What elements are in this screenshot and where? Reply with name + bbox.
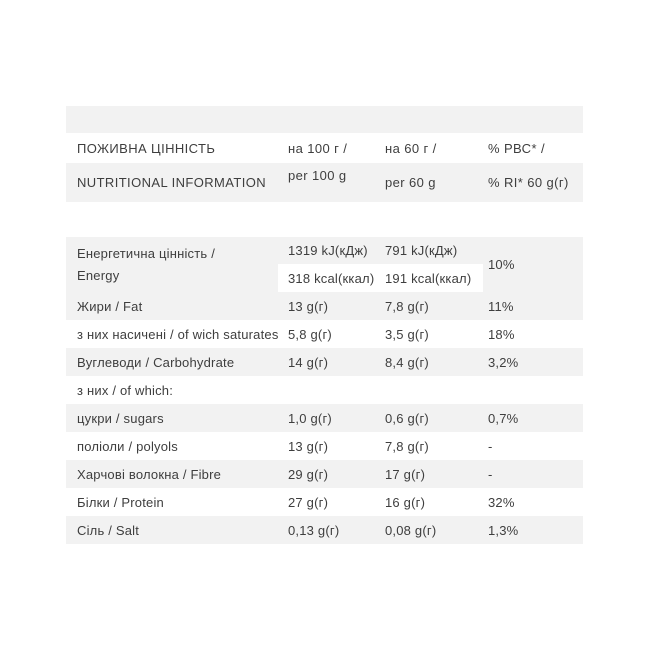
header-row-en bbox=[66, 163, 583, 202]
value-per-60g: 7,8 g(г) bbox=[385, 298, 429, 314]
header-per100-ua: на 100 г / bbox=[288, 140, 348, 156]
table-row bbox=[66, 488, 583, 516]
row-label bbox=[66, 243, 288, 287]
row-label: Вуглеводи / Carbohydrate bbox=[77, 354, 235, 370]
row-label: Білки / Protein bbox=[77, 494, 164, 510]
value-per-100g: 0,13 g(г) bbox=[288, 522, 340, 538]
energy-kj-line bbox=[288, 237, 488, 264]
table-row bbox=[66, 320, 583, 348]
value-per-60g: 8,4 g(г) bbox=[385, 354, 429, 370]
value-per-100g: 14 g(г) bbox=[288, 354, 329, 370]
table-row bbox=[66, 292, 583, 320]
value-per-100g: 13 g(г) bbox=[288, 438, 329, 454]
header-ri-ua: % РВС* / bbox=[488, 140, 545, 156]
value-ri: - bbox=[488, 438, 493, 454]
row-label-line1: Енергетична цінність / bbox=[77, 245, 216, 261]
value-per-100g: 13 g(г) bbox=[288, 298, 329, 314]
energy-kcal-line bbox=[288, 264, 488, 292]
table-row bbox=[66, 376, 583, 404]
value-ri: 18% bbox=[488, 326, 515, 342]
row-label: з них насичені / of wich saturates bbox=[77, 326, 279, 342]
header-title-en: NUTRITIONAL INFORMATION bbox=[77, 175, 267, 190]
value-per-60g: 16 g(г) bbox=[385, 494, 426, 510]
value-per-60g: 191 kcal(ккал) bbox=[385, 270, 472, 286]
value-per-60g: 7,8 g(г) bbox=[385, 438, 429, 454]
value-ri: 3,2% bbox=[488, 354, 519, 370]
header-per100-en: per 100 g bbox=[288, 168, 347, 183]
header-ri-en: % RI* 60 g(г) bbox=[488, 175, 569, 190]
table-row bbox=[66, 516, 583, 544]
header-per60-en: per 60 g bbox=[385, 175, 436, 190]
value-ri: 32% bbox=[488, 494, 515, 510]
value-per-100g: 5,8 g(г) bbox=[288, 326, 332, 342]
value-per-60g: 17 g(г) bbox=[385, 466, 426, 482]
header-title-ua: ПОЖИВНА ЦІННІСТЬ bbox=[77, 140, 216, 156]
value-ri: 10% bbox=[488, 257, 515, 272]
value-per-100g: 1,0 g(г) bbox=[288, 410, 332, 426]
table-row bbox=[66, 460, 583, 488]
row-label-line2: Energy bbox=[77, 267, 120, 283]
value-per-100g: 1319 kJ(кДж) bbox=[288, 243, 368, 258]
table-row bbox=[66, 348, 583, 376]
value-per-100g: 27 g(г) bbox=[288, 494, 329, 510]
header-row-ua bbox=[66, 133, 583, 163]
header-per60-ua: на 60 г / bbox=[385, 140, 437, 156]
header-body-gap bbox=[66, 202, 583, 237]
value-per-60g: 791 kJ(кДж) bbox=[385, 243, 458, 258]
row-label: Харчові волокна / Fibre bbox=[77, 466, 222, 482]
value-per-60g: 0,6 g(г) bbox=[385, 410, 429, 426]
value-per-60g: 3,5 g(г) bbox=[385, 326, 429, 342]
row-label: Сіль / Salt bbox=[77, 522, 140, 538]
table-row bbox=[66, 432, 583, 460]
value-per-60g: 0,08 g(г) bbox=[385, 522, 437, 538]
value-ri: 11% bbox=[488, 298, 514, 314]
row-label: поліоли / polyols bbox=[77, 438, 178, 454]
table-row bbox=[66, 404, 583, 432]
value-per-100g: 29 g(г) bbox=[288, 466, 329, 482]
value-ri: 1,3% bbox=[488, 522, 519, 538]
value-per-100g: 318 kcal(ккал) bbox=[288, 270, 375, 286]
energy-values bbox=[288, 237, 488, 292]
row-label: Жири / Fat bbox=[77, 298, 143, 314]
value-ri: - bbox=[488, 466, 493, 482]
top-band bbox=[66, 106, 583, 133]
row-label: з них / of which: bbox=[77, 382, 174, 398]
row-label: цукри / sugars bbox=[77, 410, 164, 426]
table-row-energy bbox=[66, 237, 583, 292]
nutrition-table bbox=[66, 106, 583, 544]
value-ri: 0,7% bbox=[488, 410, 519, 426]
